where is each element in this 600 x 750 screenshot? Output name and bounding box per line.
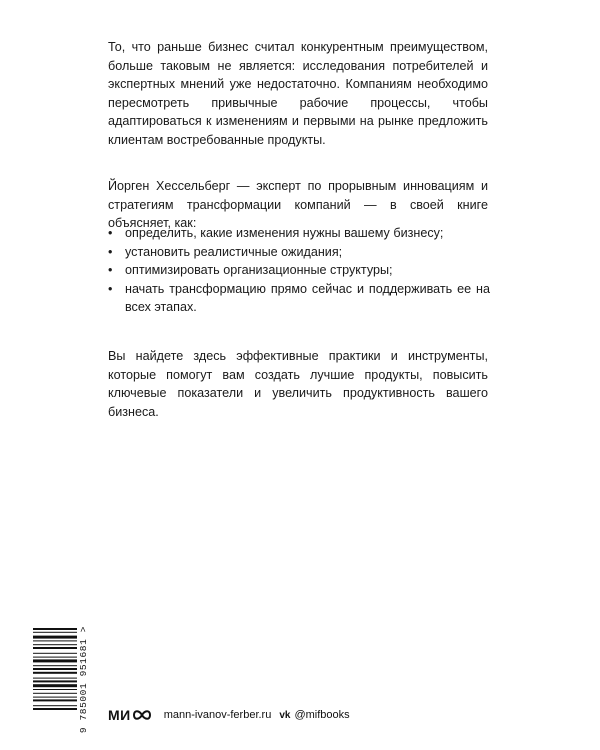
list-item-text: определить, какие изменения нужны вашему бизнесу; — [125, 226, 444, 240]
footer — [108, 705, 350, 725]
website-link[interactable]: mann-ivanov-ferber.ru — [163, 709, 272, 721]
barcode-number: 9 785001 951681 > — [78, 626, 89, 734]
publisher-logo — [108, 707, 152, 723]
list-item — [108, 224, 490, 243]
barcode-digits — [78, 626, 92, 734]
list-item — [108, 243, 490, 262]
bullet-icon: • — [108, 244, 113, 259]
infinity-icon — [132, 709, 152, 721]
logo-text: МИ — [108, 707, 131, 723]
barcode-bars-icon — [33, 628, 77, 730]
vk-icon: vk — [279, 709, 291, 721]
list-item — [108, 261, 490, 280]
paragraph-intro: То, что раньше бизнес считал конкурентным преимуществом, больше таковым не является: исследования потребителей и экспертных мнений уже недостаточно. Компаниям необходимо пересмотреть привычные рабочие процессы, чтобы адаптироваться к изменениям и первыми на рынке предложить клиентам востребованные продукты. — [108, 40, 488, 147]
paragraph-summary: Вы найдете здесь эффективные практики и инструменты, которые помогут вам создать лучшие продукты, повысить ключевые показатели и увеличить продуктивность вашего бизнеса. — [108, 349, 488, 419]
bullet-icon: • — [108, 263, 113, 278]
social-handle[interactable]: @mifbooks — [294, 709, 350, 721]
bullet-icon: • — [108, 226, 113, 240]
list-item — [108, 280, 490, 317]
bullet-icon: • — [108, 281, 113, 296]
paragraph-author: Йорген Хессельберг — эксперт по прорывным инновациям и стратегиям трансформации компаний — в своей книге объясняет, как: — [108, 179, 488, 231]
list-item-text: установить реалистичные ожидания; — [125, 244, 343, 259]
list-item-text: начать трансформацию прямо сейчас и поддерживать ее на всех этапах. — [125, 281, 490, 315]
bullet-list — [108, 224, 490, 317]
list-item-text: оптимизировать организационные структуры; — [125, 263, 393, 278]
